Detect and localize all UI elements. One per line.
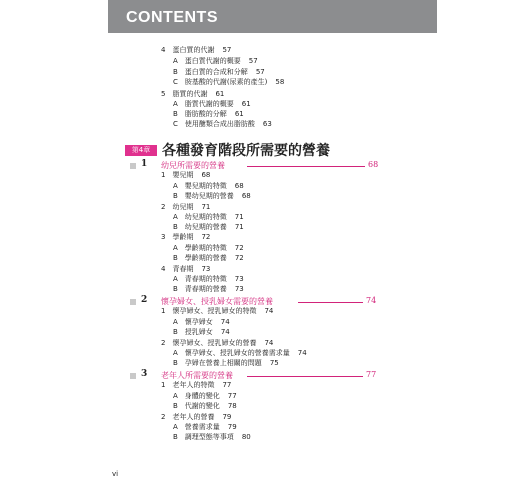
toc-entry[interactable]: 3 學齡期 72 [161,233,211,241]
section-leader-line [298,302,363,303]
section-page: 77 [366,370,377,379]
toc-entry[interactable]: A 脂質代謝的概要 61 [173,100,251,108]
toc-entry[interactable]: 1 老年人的特徵 77 [161,381,232,389]
toc-entry[interactable]: B 孕婦在營養上相關的問題 75 [173,359,279,367]
toc-entry[interactable]: C 胺基酸的代謝(尿素的產生) 58 [173,78,285,86]
page-number: vi [112,470,119,478]
toc-entry[interactable]: 2 懷孕婦女、授乳婦女的營養 74 [161,339,274,347]
toc-entry[interactable]: A 幼兒期的特徵 71 [173,213,244,221]
toc-entry[interactable]: 2 老年人的營養 79 [161,413,232,421]
toc-entry[interactable]: B 授乳婦女 74 [173,328,230,336]
toc-entry[interactable]: 1 嬰兒期 68 [161,171,211,179]
toc-entry[interactable]: 4 蛋白質的代謝 57 [161,46,232,54]
toc-entry[interactable]: 4 青春期 73 [161,265,211,273]
toc-entry[interactable]: B 幼兒期的營養 71 [173,223,244,231]
toc-entry[interactable]: B 學齡期的營養 72 [173,254,244,262]
section-marker [130,163,136,169]
toc-entry[interactable]: 2 幼兒期 71 [161,203,211,211]
toc-entry[interactable]: B 調理型態等事項 80 [173,433,251,441]
toc-entry[interactable]: A 嬰兒期的特徵 68 [173,182,244,190]
toc-entry[interactable]: B 代謝的變化 78 [173,402,237,410]
section-page: 74 [366,296,377,305]
section-title[interactable]: 老年人所需要的營養 [161,371,233,380]
section-marker [130,373,136,379]
section-marker [130,299,136,305]
toc-entry[interactable]: A 蛋白質代謝的概要 57 [173,57,258,65]
toc-entry[interactable]: B 嬰幼兒期的營養 68 [173,192,251,200]
toc-entry[interactable]: A 懷孕婦女、授乳婦女的營養需求量 74 [173,349,307,357]
toc-entry[interactable]: B 脂肪酸的分解 61 [173,110,244,118]
section-leader-line [247,166,365,167]
section-title[interactable]: 懷孕婦女、授乳婦女需要的營養 [161,297,273,306]
toc-entry[interactable]: A 身體的變化 77 [173,392,237,400]
section-number: 3 [141,369,148,379]
section-title[interactable]: 幼兒所需要的營養 [161,161,225,170]
contents-header-bar [108,0,437,33]
toc-entry[interactable]: A 青春期的特徵 73 [173,275,244,283]
contents-title: CONTENTS [126,9,218,26]
chapter-badge: 第4章 [125,145,157,156]
toc-entry[interactable]: C 使用醣類合成出脂肪酸 63 [173,120,272,128]
toc-entry[interactable]: A 懷孕婦女 74 [173,318,230,326]
section-number: 1 [141,159,148,169]
toc-entry[interactable]: B 青春期的營養 73 [173,285,244,293]
toc-entry[interactable]: 1 懷孕婦女、授乳婦女的特徵 74 [161,307,274,315]
section-leader-line [247,376,363,377]
toc-entry[interactable]: A 營養需求量 79 [173,423,237,431]
toc-entry[interactable]: B 蛋白質的合成和分解 57 [173,68,265,76]
section-page: 68 [368,160,379,169]
toc-entry[interactable]: A 學齡期的特徵 72 [173,244,244,252]
chapter-title[interactable]: 各種發育階段所需要的營養 [162,143,330,159]
section-number: 2 [141,295,148,305]
toc-entry[interactable]: 5 脂質的代謝 61 [161,90,225,98]
